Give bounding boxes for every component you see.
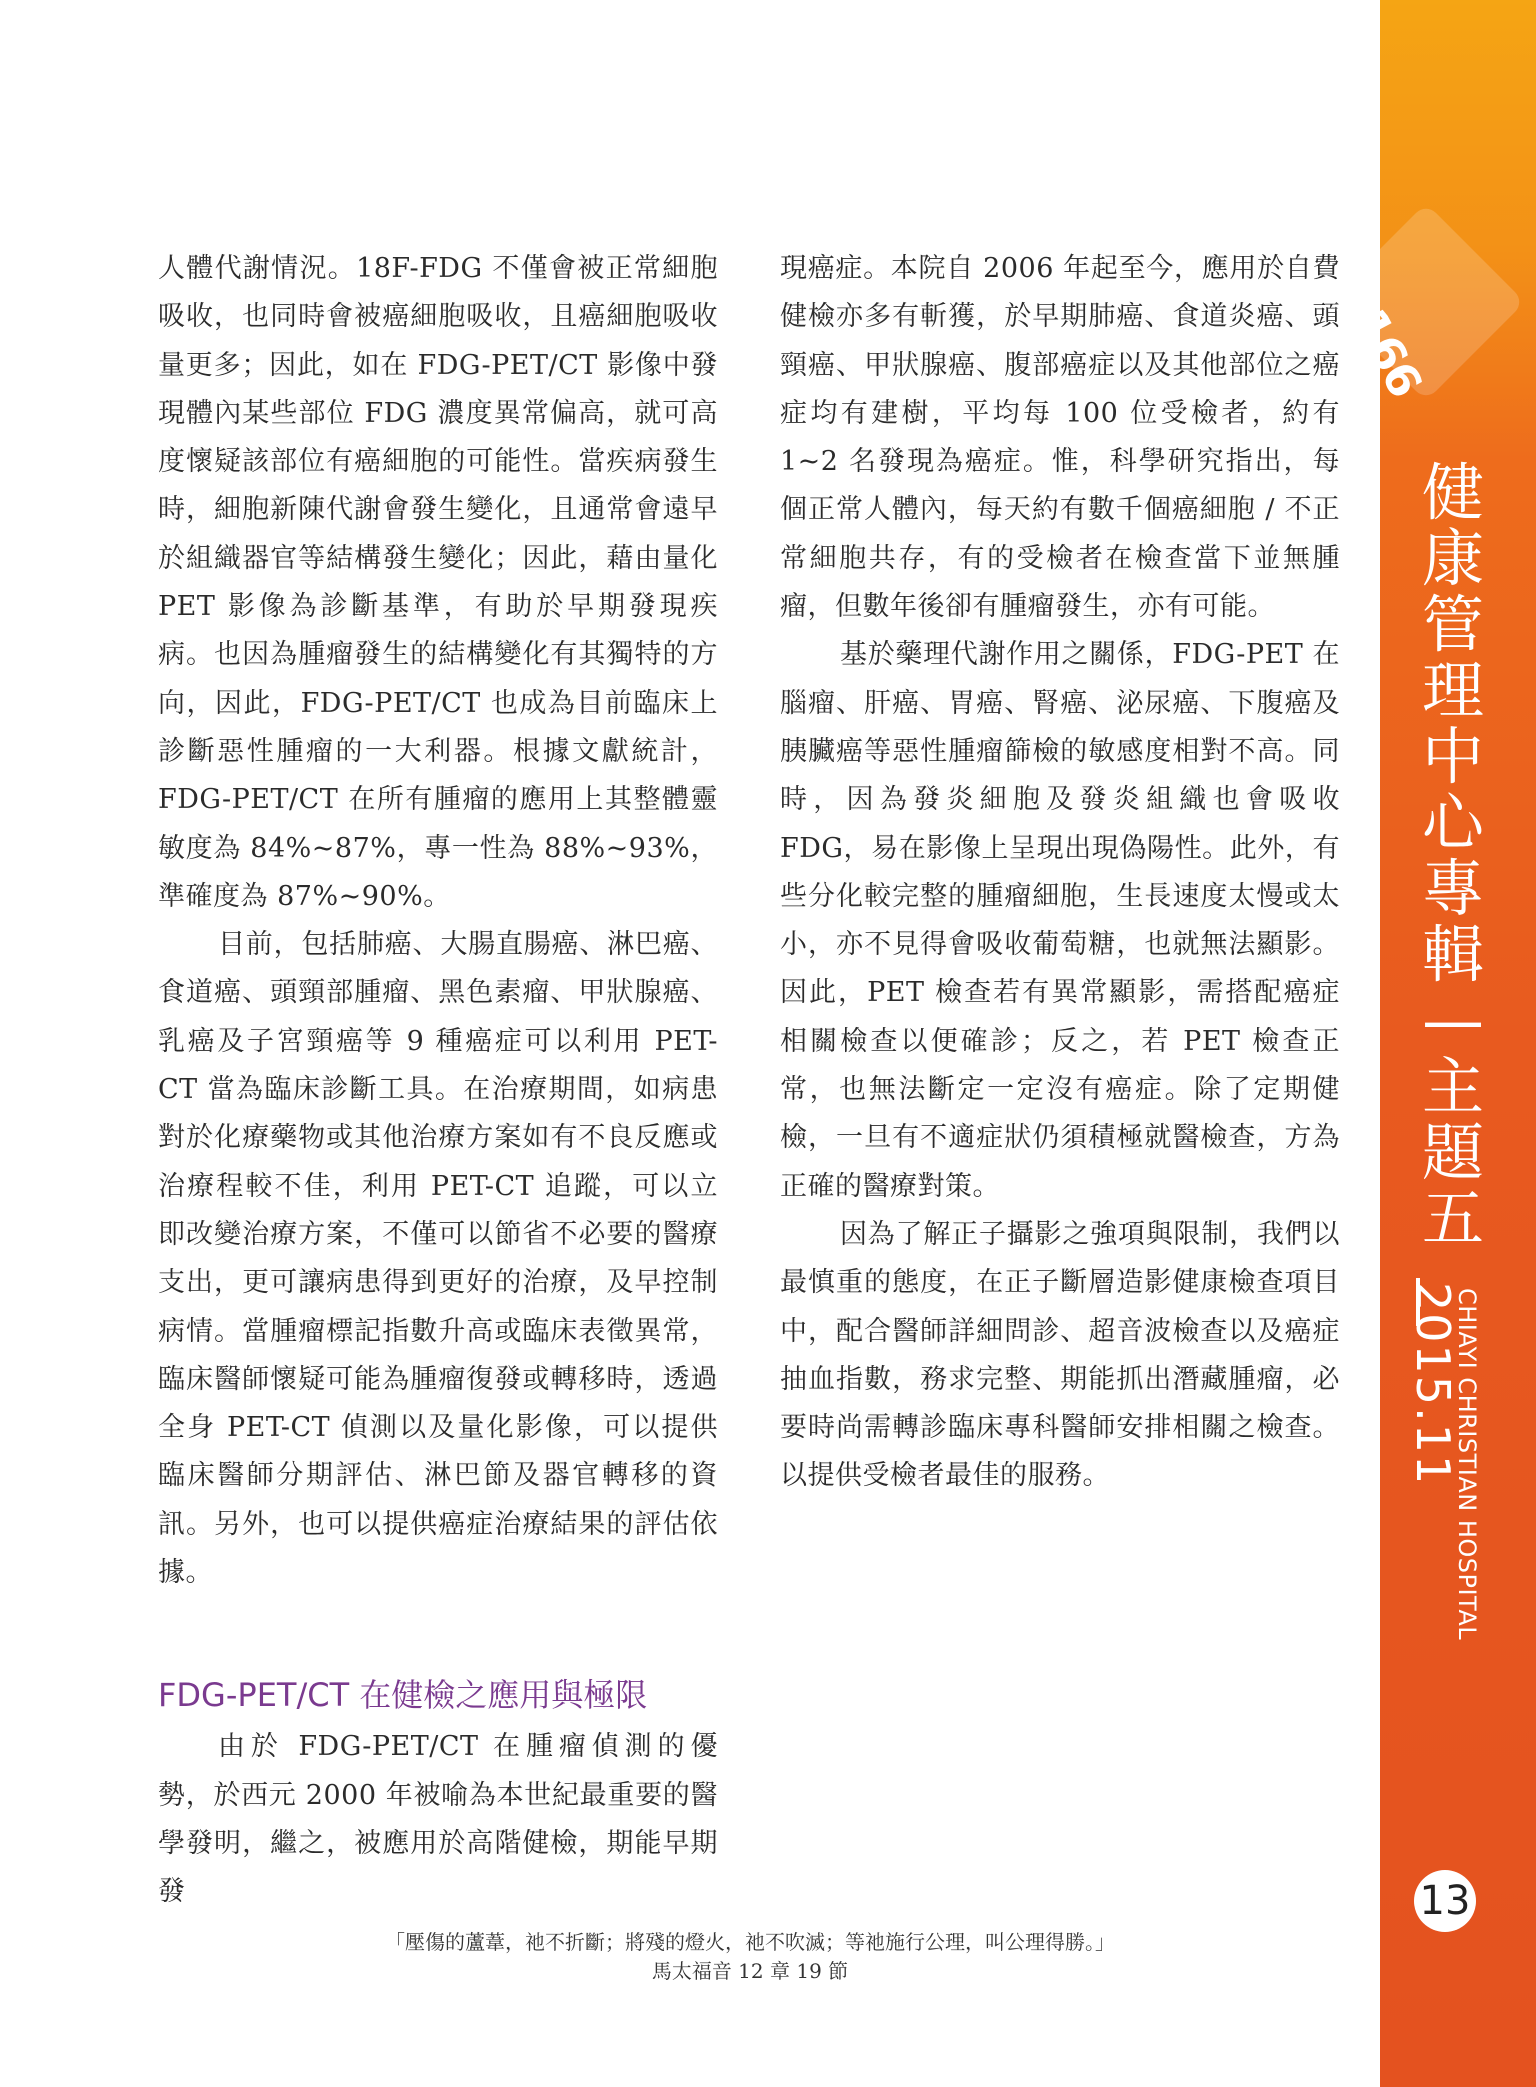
left-column [158, 245, 718, 1917]
quote-reference: 馬太福音 12 章 19 節 [651, 1959, 849, 1983]
body-paragraph: 目前，包括肺癌、大腸直腸癌、淋巴癌、食道癌、頭頸部腫瘤、黑色素瘤、甲狀腺癌、乳癌及子宮頸癌等 9 種癌症可以利用 PET-CT 當為臨床診斷工具。在治療期間，如病患對於化療藥物或其他治療方案如有不良反應或治療程較不佳，利用 PET-CT 追蹤，可以立即改變治療方案，不僅可以節省不必要的醫療支出，更可讓病患得到更好的治療，及早控制病情。當腫瘤標記指數升高或臨床表徵異常，臨床醫師懷疑可能為腫瘤復發或轉移時，透過全身 PET-CT 偵測以及量化影像，可以提供臨床醫師分期評估、淋巴節及器官轉移的資訊。另外，也可以提供癌症治療結果的評估依據。 [158, 929, 718, 1589]
body-paragraph: 人體代謝情況。18F-FDG 不僅會被正常細胞吸收，也同時會被癌細胞吸收，且癌細胞吸收量更多；因此，如在 FDG-PET/CT 影像中發現體內某些部位 FDG 濃度異常偏高，就可高度懷疑該部位有癌細胞的可能性。當疾病發生時，細胞新陳代謝會發生變化，且通常會遠早於組織器官等結構發生變化；因此，藉由量化 PET 影像為診斷基準，有助於早期發現疾病。也因為腫瘤發生的結構變化有其獨特的方向，因此，FDG-PET/CT 也成為目前臨床上診斷惡性腫瘤的一大利器。根據文獻統計，FDG-PET/CT 在所有腫瘤的應用上其整體靈敏度為 84%~87%，專一性為 88%~93%，準確度為 87%~90%。 [158, 253, 718, 912]
hospital-name: CHIAYI CHRISTIAN HOSPITAL [1453, 1288, 1481, 1641]
page-number: 13 [1414, 1870, 1476, 1932]
issue-date: 2015.11 [1406, 1282, 1460, 1487]
issue-number: 166 [1342, 300, 1433, 405]
section-heading: FDG-PET/CT 在健檢之應用與極限 [158, 1676, 648, 1715]
body-paragraph: 現癌症。本院自 2006 年起至今，應用於自費健檢亦多有斬獲，於早期肺癌、食道炎癌、頭頸癌、甲狀腺癌、腹部癌症以及其他部位之癌症均有建樹，平均每 100 位受檢者，約有 1~2 名發現為癌症。惟，科學研究指出，每個正常人體內，每天約有數千個癌細胞 / 不正常細胞共存，有的受檢者在檢查當下並無腫瘤，但數年後卻有腫瘤發生，亦有可能。 [780, 253, 1340, 623]
body-paragraph: 基於藥理代謝作用之關係，FDG-PET 在腦瘤、肝癌、胃癌、腎癌、泌尿癌、下腹癌及胰臟癌等惡性腫瘤篩檢的敏感度相對不高。同時，因為發炎細胞及發炎組織也會吸收 FDG，易在影像上呈現出現偽陽性。此外，有些分化較完整的腫瘤細胞，生長速度太慢或太小，亦不見得會吸收葡萄糖，也就無法顯影。因此，PET 檢查若有異常顯影，需搭配癌症相關檢查以便確診；反之，若 PET 檢查正常，也無法斷定一定沒有癌症。除了定期健檢，一旦有不適症狀仍須積極就醫檢查，方為正確的醫療對策。 [780, 639, 1340, 1202]
body-paragraph: 由於 FDG-PET/CT 在腫瘤偵測的優勢，於西元 2000 年被喻為本世紀最重要的醫學發明，繼之，被應用於高階健檢，期能早期發 [158, 1731, 718, 1908]
body-paragraph: 因為了解正子攝影之強項與限制，我們以最慎重的態度，在正子斷層造影健康檢查項目中，配合醫師詳細問診、超音波檢查以及癌症抽血指數，務求完整、期能抓出潛藏腫瘤，必要時尚需轉診臨床專科醫師安排相關之檢查。以提供受檢者最佳的服務。 [780, 1218, 1340, 1492]
footer-quote [160, 1928, 1340, 1986]
right-column [780, 245, 1340, 1501]
sidebar-title: 健康管理中心專輯—主題五 [1421, 456, 1484, 1255]
quote-text: 「壓傷的蘆葦，祂不折斷；將殘的燈火，祂不吹滅；等祂施行公理，叫公理得勝。」 [385, 1930, 1115, 1954]
